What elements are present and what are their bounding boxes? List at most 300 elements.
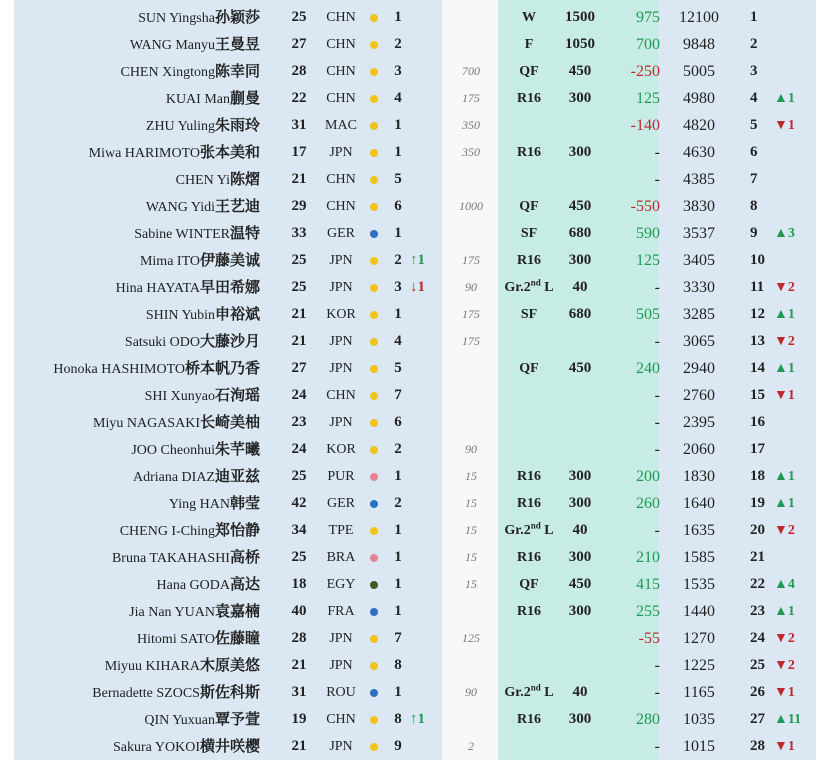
player-name-en: CHEN Xingtong — [120, 65, 215, 80]
world-rank: 28 — [750, 738, 765, 754]
points-change: -55 — [638, 630, 660, 647]
world-rank-change: ▲1 — [774, 469, 795, 484]
points-change: 590 — [636, 225, 660, 242]
country-code: JPN — [329, 658, 353, 673]
event-result — [498, 247, 560, 274]
country-code: CHN — [326, 172, 356, 187]
player-age: 21 — [291, 306, 307, 322]
event-result-text: R16 — [516, 469, 542, 484]
player-name-en: Hana GODA — [156, 578, 230, 593]
player-name-zh: 温特 — [229, 224, 260, 242]
player-age: 19 — [291, 711, 307, 727]
player-name-zh: 朱芊曦 — [214, 440, 260, 458]
event-points: 40 — [572, 684, 588, 700]
total-points: 1640 — [683, 495, 715, 512]
country-code: CHN — [326, 199, 356, 214]
player-age: 25 — [291, 9, 307, 25]
country-code: FRA — [327, 604, 355, 619]
player-name — [53, 355, 260, 383]
national-rank: 1 — [394, 603, 402, 619]
event-result-text: R16 — [516, 91, 542, 106]
points-change: - — [654, 441, 660, 458]
total-points: 1165 — [683, 684, 715, 701]
event-result — [498, 679, 560, 706]
points-change: 210 — [636, 549, 660, 566]
player-name-en: QIN Yuxuan — [144, 713, 215, 728]
points-change: 505 — [636, 306, 660, 323]
table-row — [0, 31, 828, 58]
player-age: 21 — [291, 333, 307, 349]
total-points: 4980 — [683, 90, 715, 107]
previous-points: 15 — [465, 496, 477, 510]
player-name-en: CHENG I-Ching — [119, 524, 215, 539]
national-rank: 5 — [394, 171, 402, 187]
table-row — [0, 274, 828, 301]
player-name — [112, 544, 260, 572]
previous-points: 175 — [462, 307, 480, 321]
world-rank: 1 — [750, 9, 758, 25]
national-rank: 2 — [394, 441, 402, 457]
player-name — [146, 112, 260, 140]
total-points: 1440 — [683, 603, 715, 620]
continent-dot-icon — [370, 14, 378, 22]
total-points: 4385 — [683, 171, 715, 188]
national-rank: 2 — [394, 252, 402, 268]
event-points: 300 — [568, 711, 592, 727]
points-change: 260 — [636, 495, 660, 512]
points-change: - — [654, 684, 660, 701]
player-name-zh: 郑怡静 — [214, 521, 260, 539]
player-name-en: KUAI Man — [165, 92, 230, 107]
total-points: 12100 — [679, 9, 719, 26]
event-points: 300 — [568, 495, 592, 511]
player-age: 31 — [291, 684, 307, 700]
world-rank-change: ▲1 — [774, 307, 795, 322]
continent-dot-icon — [370, 581, 378, 589]
points-change: - — [654, 171, 660, 188]
event-result — [498, 490, 560, 517]
national-rank: 8 — [394, 657, 402, 673]
player-name-zh: 陈幸同 — [214, 62, 260, 80]
event-result-text: QF — [519, 64, 539, 79]
player-name-zh: 伊藤美诚 — [199, 251, 260, 269]
player-name — [145, 382, 260, 410]
player-name-zh: 佐藤瞳 — [214, 629, 260, 647]
player-name-en: ZHU Yuling — [145, 119, 215, 134]
player-name-en: Bruna TAKAHASHI — [111, 551, 230, 566]
player-name-en: Miyuu KIHARA — [104, 659, 200, 674]
points-change: 240 — [636, 360, 660, 377]
player-age: 27 — [291, 36, 307, 52]
player-name-zh: 木原美悠 — [199, 656, 260, 674]
world-rank: 7 — [750, 171, 758, 187]
total-points: 1035 — [683, 711, 715, 728]
table-row — [0, 625, 828, 652]
points-change: -250 — [630, 63, 660, 80]
player-name-en: SUN Yingsha — [138, 11, 215, 26]
world-rank-change: ▲3 — [774, 226, 795, 241]
player-name — [125, 328, 260, 356]
table-row — [0, 112, 828, 139]
player-age: 25 — [291, 279, 307, 295]
country-code: JPN — [329, 334, 353, 349]
national-rank: 2 — [394, 36, 402, 52]
continent-dot-icon — [370, 365, 378, 373]
country-code: CHN — [326, 37, 356, 52]
event-points: 450 — [568, 63, 592, 79]
world-rank: 16 — [750, 414, 765, 430]
player-name-zh: 长崎美柚 — [199, 413, 260, 431]
event-result — [498, 274, 560, 301]
table-row — [0, 544, 828, 571]
player-name — [137, 625, 260, 653]
continent-dot-icon — [370, 95, 378, 103]
world-rank: 3 — [750, 63, 758, 79]
player-age: 29 — [291, 198, 307, 214]
event-result-text: QF — [519, 577, 539, 592]
player-name — [120, 58, 260, 86]
continent-dot-icon — [370, 284, 378, 292]
player-name-en: Hina HAYATA — [115, 281, 200, 296]
player-name-zh: 陈熠 — [229, 170, 260, 188]
player-age: 22 — [291, 90, 307, 106]
world-rank: 21 — [750, 549, 765, 565]
world-rank: 9 — [750, 225, 758, 241]
event-result — [498, 4, 560, 31]
player-name — [138, 4, 260, 32]
event-points: 300 — [568, 549, 592, 565]
player-name-zh: 石洵瑶 — [214, 386, 260, 404]
points-change: - — [654, 279, 660, 296]
country-code: JPN — [329, 739, 353, 754]
points-change: - — [654, 657, 660, 674]
event-result — [498, 355, 560, 382]
player-age: 28 — [291, 630, 307, 646]
player-name-zh: 蒯曼 — [229, 89, 260, 107]
event-points: 450 — [568, 576, 592, 592]
world-rank-change: ▲1 — [774, 496, 795, 511]
table-row — [0, 733, 828, 760]
world-rank-change: ▲11 — [774, 712, 802, 727]
national-rank: 3 — [394, 63, 402, 79]
event-result-text: QF — [519, 361, 539, 376]
world-rank: 2 — [750, 36, 758, 52]
table-row — [0, 328, 828, 355]
total-points: 2395 — [683, 414, 715, 431]
continent-dot-icon — [370, 41, 378, 49]
previous-points: 90 — [465, 280, 477, 294]
world-rank: 23 — [750, 603, 765, 619]
national-rank: 5 — [394, 360, 402, 376]
player-name — [130, 31, 260, 59]
continent-dot-icon — [370, 203, 378, 211]
player-name — [166, 85, 260, 113]
world-rank-change: ▼1 — [774, 739, 795, 754]
continent-dot-icon — [370, 635, 378, 643]
continent-dot-icon — [370, 500, 378, 508]
national-rank-change: ↑1 — [410, 711, 425, 727]
points-change: 975 — [636, 9, 660, 26]
world-rank-change: ▲1 — [774, 91, 795, 106]
event-points: 680 — [568, 225, 592, 241]
total-points: 4630 — [683, 144, 715, 161]
country-code: TPE — [328, 523, 354, 538]
points-change: - — [654, 333, 660, 350]
total-points: 3537 — [683, 225, 715, 242]
player-age: 31 — [291, 117, 307, 133]
world-rank: 24 — [750, 630, 765, 646]
player-name-zh: 横井咲樱 — [199, 737, 260, 755]
continent-dot-icon — [370, 419, 378, 427]
event-points: 40 — [572, 522, 588, 538]
player-name-zh: 早田希娜 — [199, 278, 260, 296]
world-rank: 14 — [750, 360, 765, 376]
event-result-text: F — [524, 37, 534, 52]
player-age: 24 — [291, 441, 307, 457]
event-result-text: R16 — [516, 550, 542, 565]
player-name-zh: 申裕斌 — [214, 305, 260, 323]
previous-points: 700 — [462, 64, 480, 78]
previous-points: 15 — [465, 577, 477, 591]
country-code: ROU — [326, 685, 356, 700]
points-change: - — [654, 522, 660, 539]
player-age: 42 — [291, 495, 307, 511]
world-rank: 6 — [750, 144, 758, 160]
event-result-text: R16 — [516, 604, 542, 619]
total-points: 1535 — [683, 576, 715, 593]
event-result — [498, 706, 560, 733]
player-age: 25 — [291, 252, 307, 268]
total-points: 9848 — [683, 36, 715, 53]
total-points: 2940 — [683, 360, 715, 377]
total-points: 1585 — [683, 549, 715, 566]
player-age: 21 — [291, 171, 307, 187]
world-rank: 8 — [750, 198, 758, 214]
player-name — [113, 733, 260, 761]
continent-dot-icon — [370, 338, 378, 346]
national-rank: 9 — [394, 738, 402, 754]
country-code: CHN — [326, 10, 356, 25]
national-rank-change: ↑1 — [410, 252, 425, 268]
event-points: 450 — [568, 198, 592, 214]
previous-points: 15 — [465, 523, 477, 537]
player-name-zh: 高达 — [229, 575, 260, 593]
player-name-en: JOO Cheonhui — [131, 443, 215, 458]
national-rank: 6 — [394, 198, 402, 214]
continent-dot-icon — [370, 122, 378, 130]
world-rank-change: ▼2 — [774, 280, 795, 295]
total-points: 2760 — [683, 387, 715, 404]
player-name-en: WANG Yidi — [145, 200, 215, 215]
event-result-suffix: nd — [530, 682, 541, 693]
table-row — [0, 301, 828, 328]
country-code: PUR — [327, 469, 355, 484]
world-rank-change: ▼2 — [774, 334, 795, 349]
player-name-zh: 大藤沙月 — [199, 332, 260, 350]
points-change: - — [654, 144, 660, 161]
points-change: 415 — [636, 576, 660, 593]
points-change: 255 — [636, 603, 660, 620]
event-points: 300 — [568, 603, 592, 619]
world-rank: 22 — [750, 576, 765, 592]
previous-points: 175 — [462, 334, 480, 348]
country-code: JPN — [329, 631, 353, 646]
world-rank: 15 — [750, 387, 765, 403]
player-name-en: Honoka HASHIMOTO — [53, 362, 185, 377]
event-result — [498, 301, 560, 328]
previous-points: 15 — [465, 550, 477, 564]
points-change: - — [654, 738, 660, 755]
event-result — [498, 31, 560, 58]
points-change: -550 — [630, 198, 660, 215]
country-code: BRA — [326, 550, 356, 565]
country-code: MAC — [325, 118, 357, 133]
table-row — [0, 409, 828, 436]
event-result-text: SF — [520, 226, 538, 241]
world-rank: 20 — [750, 522, 765, 538]
player-name-zh: 袁嘉楠 — [214, 602, 260, 620]
player-name — [146, 193, 260, 221]
national-rank: 1 — [394, 684, 402, 700]
event-result — [498, 193, 560, 220]
total-points: 3285 — [683, 306, 715, 323]
event-result-text: Gr.2 — [504, 685, 531, 700]
country-code: EGY — [326, 577, 356, 592]
table-row — [0, 4, 828, 31]
total-points: 1830 — [683, 468, 715, 485]
world-rank-change: ▼2 — [774, 631, 795, 646]
continent-dot-icon — [370, 68, 378, 76]
continent-dot-icon — [370, 149, 378, 157]
player-name-zh: 高桥 — [229, 548, 260, 566]
event-result — [498, 463, 560, 490]
player-name — [129, 598, 260, 626]
world-rank-change: ▼2 — [774, 523, 795, 538]
player-name-zh: 王曼昱 — [214, 35, 260, 53]
table-row — [0, 355, 828, 382]
player-name-en: Miwa HARIMOTO — [88, 146, 200, 161]
points-change: 125 — [636, 90, 660, 107]
world-rank: 25 — [750, 657, 765, 673]
event-result — [498, 517, 560, 544]
world-rank: 27 — [750, 711, 765, 727]
event-result-text: SF — [520, 307, 538, 322]
player-name-zh: 王艺迪 — [214, 197, 260, 215]
event-result-tail: L — [540, 523, 554, 538]
national-rank: 7 — [394, 630, 402, 646]
country-code: CHN — [326, 64, 356, 79]
player-name — [176, 166, 260, 194]
table-row — [0, 58, 828, 85]
world-rank: 5 — [750, 117, 758, 133]
player-name-en: Mima ITO — [139, 254, 200, 269]
player-age: 23 — [291, 414, 307, 430]
previous-points: 350 — [462, 118, 480, 132]
event-result-tail: L — [540, 280, 554, 295]
table-row — [0, 598, 828, 625]
event-result-text: W — [522, 10, 536, 25]
player-age: 25 — [291, 549, 307, 565]
country-code: JPN — [329, 253, 353, 268]
player-age: 27 — [291, 360, 307, 376]
country-code: CHN — [326, 712, 356, 727]
event-result-text: R16 — [516, 253, 542, 268]
previous-points: 90 — [465, 685, 477, 699]
total-points: 2060 — [683, 441, 715, 458]
player-age: 24 — [291, 387, 307, 403]
event-result — [498, 220, 560, 247]
event-points: 300 — [568, 468, 592, 484]
table-row — [0, 85, 828, 112]
country-code: KOR — [326, 442, 356, 457]
event-result-suffix: nd — [530, 520, 541, 531]
continent-dot-icon — [370, 230, 378, 238]
event-result — [498, 544, 560, 571]
player-name-zh: 覃予萱 — [214, 710, 260, 728]
previous-points: 1000 — [459, 199, 483, 213]
world-rank: 19 — [750, 495, 765, 511]
player-name — [120, 517, 260, 545]
country-code: CHN — [326, 91, 356, 106]
event-result-suffix: nd — [530, 277, 541, 288]
table-row — [0, 166, 828, 193]
event-points: 680 — [568, 306, 592, 322]
world-rank: 4 — [750, 90, 758, 106]
national-rank: 8 — [394, 711, 402, 727]
player-age: 17 — [291, 144, 307, 160]
world-rank-change: ▼1 — [774, 388, 795, 403]
national-rank: 1 — [394, 144, 402, 160]
national-rank: 7 — [394, 387, 402, 403]
player-name-en: Satsuki ODO — [124, 335, 200, 350]
points-change: 125 — [636, 252, 660, 269]
player-name — [93, 409, 260, 437]
player-name — [131, 436, 260, 464]
player-name — [105, 652, 260, 680]
national-rank: 4 — [394, 90, 402, 106]
event-points: 1500 — [565, 9, 595, 25]
total-points: 5005 — [683, 63, 715, 80]
table-row — [0, 706, 828, 733]
national-rank: 1 — [394, 522, 402, 538]
table-row — [0, 517, 828, 544]
event-points: 1050 — [565, 36, 595, 52]
total-points: 3405 — [683, 252, 715, 269]
world-rank-change: ▼2 — [774, 658, 795, 673]
player-name-en: Sabine WINTER — [134, 227, 230, 242]
table-row — [0, 571, 828, 598]
player-name — [116, 274, 260, 302]
player-name-en: SHI Xunyao — [144, 389, 215, 404]
total-points: 1635 — [683, 522, 715, 539]
continent-dot-icon — [370, 257, 378, 265]
player-name — [157, 571, 261, 599]
country-code: CHN — [326, 388, 356, 403]
world-rank: 10 — [750, 252, 765, 268]
event-points: 40 — [572, 279, 588, 295]
country-code: KOR — [326, 307, 356, 322]
event-result-tail: L — [540, 685, 554, 700]
event-result-text: R16 — [516, 145, 542, 160]
player-name — [144, 706, 260, 734]
world-rank: 13 — [750, 333, 765, 349]
player-age: 18 — [291, 576, 307, 592]
previous-points: 350 — [462, 145, 480, 159]
player-name-en: Hitomi SATO — [137, 632, 215, 647]
world-rank: 12 — [750, 306, 765, 322]
world-rank: 26 — [750, 684, 765, 700]
player-name-en: SHIN Yubin — [145, 308, 215, 323]
